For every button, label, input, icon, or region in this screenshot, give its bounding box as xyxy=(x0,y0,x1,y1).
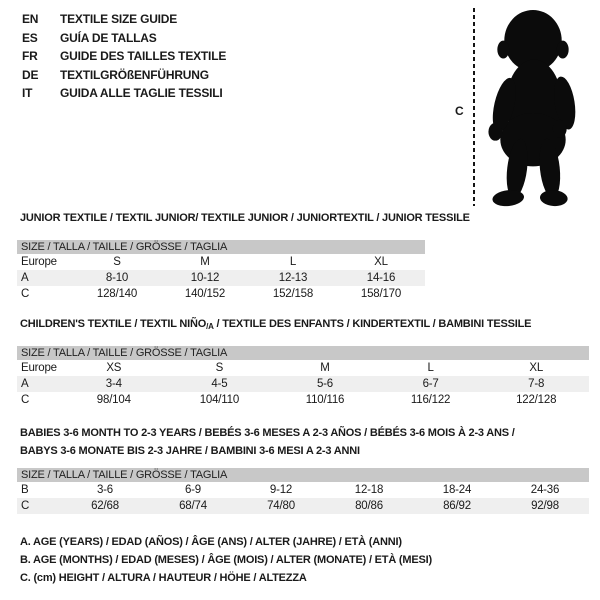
value-cell: XL xyxy=(374,256,388,268)
row-label-cell: C xyxy=(21,394,30,406)
row-label-cell: A xyxy=(17,270,73,286)
language-code: DE xyxy=(22,67,39,82)
size-header-row xyxy=(17,346,589,360)
value-cell: 18-24 xyxy=(442,484,472,496)
value-cell: 24-36 xyxy=(530,484,560,496)
value-cell: M xyxy=(200,256,210,268)
value-cell: 12-18 xyxy=(354,484,384,496)
children-size-table xyxy=(17,346,589,408)
table-row xyxy=(17,482,589,498)
value-cell: 116/122 xyxy=(410,394,451,406)
value-cell: 86/92 xyxy=(413,498,501,514)
size-table xyxy=(17,346,589,408)
footnote-age-months: B. AGE (MONTHS) / EDAD (MESES) / ÂGE (MOIS) / ALTER (MONATE) / ETÀ (MESI) xyxy=(20,554,432,566)
value-cell: 68/74 xyxy=(149,498,237,514)
value-cell: 128/140 xyxy=(96,288,138,300)
value-cell: 9-12 xyxy=(269,484,293,496)
babies-size-table xyxy=(17,468,589,514)
language-item xyxy=(22,29,226,48)
row-label-cell: Europe xyxy=(21,256,57,268)
value-cell: XL xyxy=(529,362,544,374)
language-code: ES xyxy=(22,30,38,45)
row-label-cell: C xyxy=(17,498,61,514)
table-row xyxy=(17,286,425,302)
row-label-cell: C xyxy=(21,288,30,300)
baby-silhouette-icon xyxy=(480,7,586,209)
footnote-height-cm: C. (cm) HEIGHT / ALTURA / HAUTEUR / HÖHE / ALTEZZA xyxy=(20,572,307,584)
value-cell: 6-9 xyxy=(184,484,202,496)
figure-label-c: C xyxy=(455,104,464,118)
value-cell: S xyxy=(215,362,224,374)
value-cell: 8-10 xyxy=(73,270,161,286)
size-header-row xyxy=(17,468,589,482)
row-label-cell: A xyxy=(17,376,61,392)
table-row xyxy=(17,376,589,392)
table-row xyxy=(17,360,589,376)
language-code: EN xyxy=(22,12,39,27)
size-header-label: SIZE / TALLA / TAILLE / GRÖSSE / TAGLIA xyxy=(17,346,589,360)
value-cell: M xyxy=(320,362,330,374)
value-cell: L xyxy=(427,362,434,374)
value-cell: 98/104 xyxy=(96,394,131,406)
babies-title-line-1: BABIES 3-6 MONTH TO 2-3 YEARS / BEBÉS 3-6 MESES A 2-3 AÑOS / BÉBÉS 3-6 MOIS À 2-3 ANS / xyxy=(20,427,515,439)
language-code: FR xyxy=(22,49,38,64)
value-cell: 62/68 xyxy=(61,498,149,514)
language-label: GUÍA DE TALLAS xyxy=(60,30,157,45)
size-header-label: SIZE / TALLA / TAILLE / GRÖSSE / TAGLIA xyxy=(17,240,425,254)
size-header-row xyxy=(17,240,425,254)
value-cell: 5-6 xyxy=(272,376,378,392)
junior-table-title: JUNIOR TEXTILE / TEXTIL JUNIOR/ TEXTILE JUNIOR / JUNIORTEXTIL / JUNIOR TESSILE xyxy=(20,212,470,224)
value-cell: 3-6 xyxy=(96,484,114,496)
children-table-title xyxy=(20,318,531,330)
value-cell: 104/110 xyxy=(199,394,240,406)
value-cell: 152/158 xyxy=(272,288,314,300)
value-cell: 6-7 xyxy=(378,376,484,392)
value-cell: 7-8 xyxy=(483,376,589,392)
value-cell: 122/128 xyxy=(516,394,557,406)
value-cell: 12-13 xyxy=(249,270,337,286)
table-row xyxy=(17,498,589,514)
value-cell: L xyxy=(289,256,297,268)
table-row xyxy=(17,392,589,408)
language-guide xyxy=(22,10,226,103)
babies-table-title xyxy=(20,424,515,460)
children-title-sub: /A xyxy=(206,322,214,331)
language-item xyxy=(22,47,226,66)
value-cell: S xyxy=(113,256,121,268)
language-code: IT xyxy=(22,86,33,101)
size-table xyxy=(17,468,589,514)
value-cell: 92/98 xyxy=(501,498,589,514)
size-figure xyxy=(450,0,600,215)
table-row xyxy=(17,270,425,286)
language-item xyxy=(22,66,226,85)
value-cell: XS xyxy=(106,362,122,374)
value-cell: 74/80 xyxy=(237,498,325,514)
language-label: TEXTILGRÖßENFÜHRUNG xyxy=(60,67,209,82)
row-label-cell: B xyxy=(21,484,29,496)
language-item xyxy=(22,84,226,103)
value-cell: 3-4 xyxy=(61,376,167,392)
size-header-label: SIZE / TALLA / TAILLE / GRÖSSE / TAGLIA xyxy=(17,468,589,482)
value-cell: 4-5 xyxy=(167,376,273,392)
value-cell: 14-16 xyxy=(337,270,425,286)
value-cell: 80/86 xyxy=(325,498,413,514)
language-label: GUIDE DES TAILLES TEXTILE xyxy=(60,49,227,64)
junior-size-table xyxy=(17,240,425,302)
language-label: GUIDA ALLE TAGLIE TESSILI xyxy=(60,86,223,101)
size-table xyxy=(17,240,425,302)
children-title-post: / TEXTILE DES ENFANTS / KINDERTEXTIL / BAMBINI TESSILE xyxy=(213,318,532,330)
language-label: TEXTILE SIZE GUIDE xyxy=(60,12,178,27)
value-cell: 140/152 xyxy=(184,288,226,300)
value-cell: 158/170 xyxy=(360,288,402,300)
footnote-age-years: A. AGE (YEARS) / EDAD (AÑOS) / ÂGE (ANS) / ALTER (JAHRE) / ETÀ (ANNI) xyxy=(20,536,402,548)
row-label-cell: Europe xyxy=(21,362,57,374)
language-item xyxy=(22,10,226,29)
value-cell: 10-12 xyxy=(161,270,249,286)
footnotes xyxy=(20,533,432,587)
value-cell: 110/116 xyxy=(305,394,345,406)
babies-title-line-2: BABYS 3-6 MONATE BIS 2-3 JAHRE / BAMBINI 3-6 MESI A 2-3 ANNI xyxy=(20,445,360,457)
height-measure-line xyxy=(473,8,475,206)
table-row xyxy=(17,254,425,270)
children-title-pre: CHILDREN'S TEXTILE / TEXTIL NIÑO xyxy=(20,318,207,330)
